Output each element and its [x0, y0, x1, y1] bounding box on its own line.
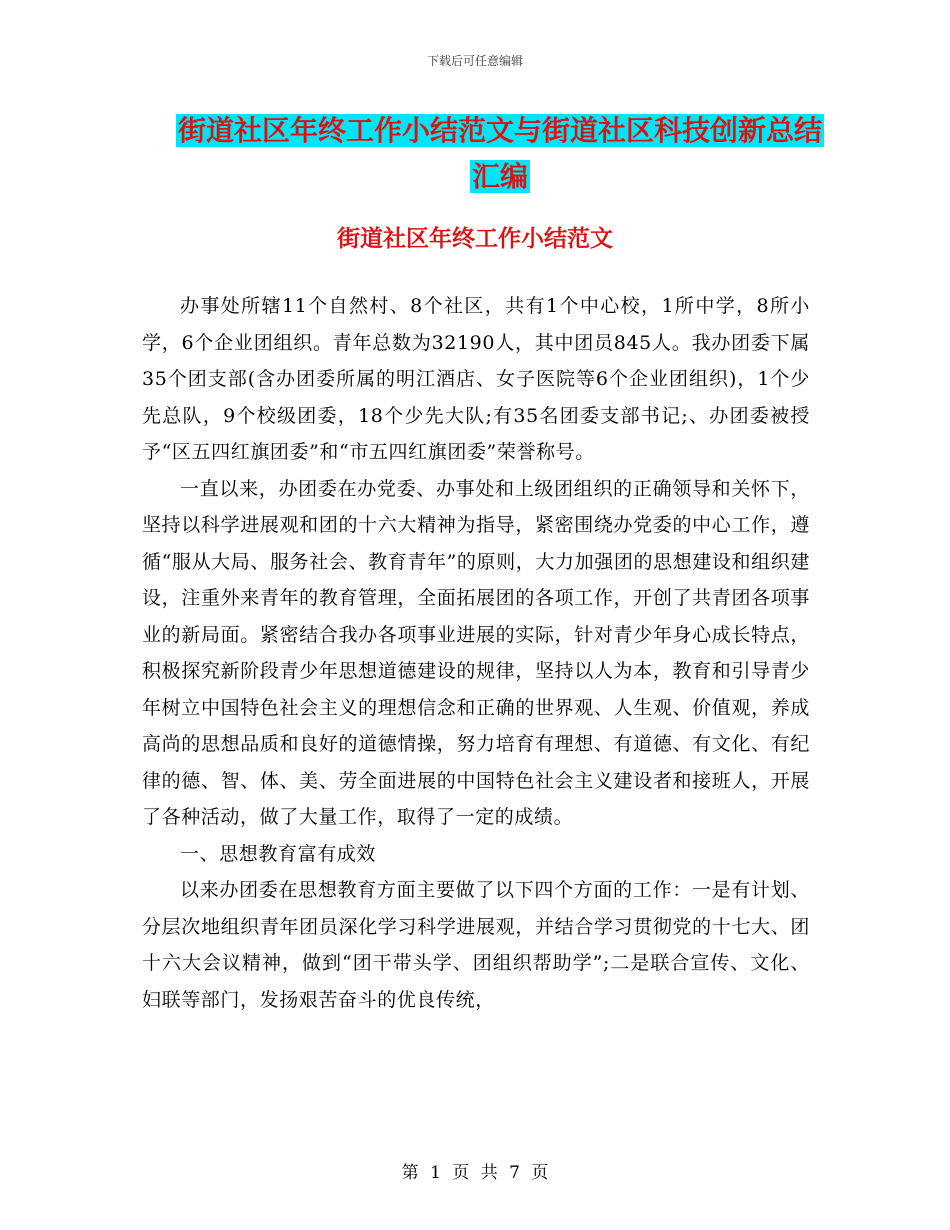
- page-number: 第 1 页 共 7 页: [401, 1163, 549, 1183]
- paragraph: 以来办团委在思想教育方面主要做了以下四个方面的工作：一是有计划、分层次地组织青年团员深化学习科学进展观，并结合学习贯彻党的十七大、团十六大会议精神，做到“团干带头学、团组织帮助学”;二是联合宣传、文化、妇联等部门，发扬艰苦奋斗的优良传统，: [142, 879, 810, 1011]
- section-title: 街道社区年终工作小结范文: [337, 226, 613, 252]
- document-title-line1: 街道社区年终工作小结范文与街道社区科技创新总结: [177, 114, 822, 147]
- section-heading: 一、思想教育富有成效: [180, 842, 377, 865]
- document-body: [142, 288, 810, 1018]
- page-header-note: 下载后可任意编辑: [426, 54, 523, 68]
- paragraph: 办事处所辖11个自然村、8个社区，共有1个中心校，1所中学，8所小学，6个企业团组织。青年总数为32190人，其中团员845人。我办团委下属35个团支部(含办团委所属的明江酒店、女子医院等6个企业团组织)，1个少先总队，9个校级团委，18个少先大队;有35名团委支部书记;、办团委被授予“区五四红旗团委”和“市五四红旗团委”荣誉称号。: [142, 295, 810, 463]
- document-title-line2: 汇编: [471, 160, 528, 193]
- paragraph: 一直以来，办团委在办党委、办事处和上级团组织的正确领导和关怀下，坚持以科学进展观和团的十六大精神为指导，紧密围绕办党委的中心工作，遵循“服从大局、服务社会、教育青年”的原则，大力加强团的思想建设和组织建设，注重外来青年的教育管理，全面拓展团的各项工作，开创了共青团各项事业的新局面。紧密结合我办各项事业进展的实际，针对青少年身心成长特点，积极探究新阶段青少年思想道德建设的规律，坚持以人为本，教育和引导青少年树立中国特色社会主义的理想信念和正确的世界观、人生观、价值观，养成高尚的思想品质和良好的道德情操，努力培育有理想、有道德、有文化、有纪律的德、智、体、美、劳全面进展的中国特色社会主义建设者和接班人，开展了各种活动，做了大量工作，取得了一定的成绩。: [142, 477, 810, 828]
- document-title: [150, 108, 850, 200]
